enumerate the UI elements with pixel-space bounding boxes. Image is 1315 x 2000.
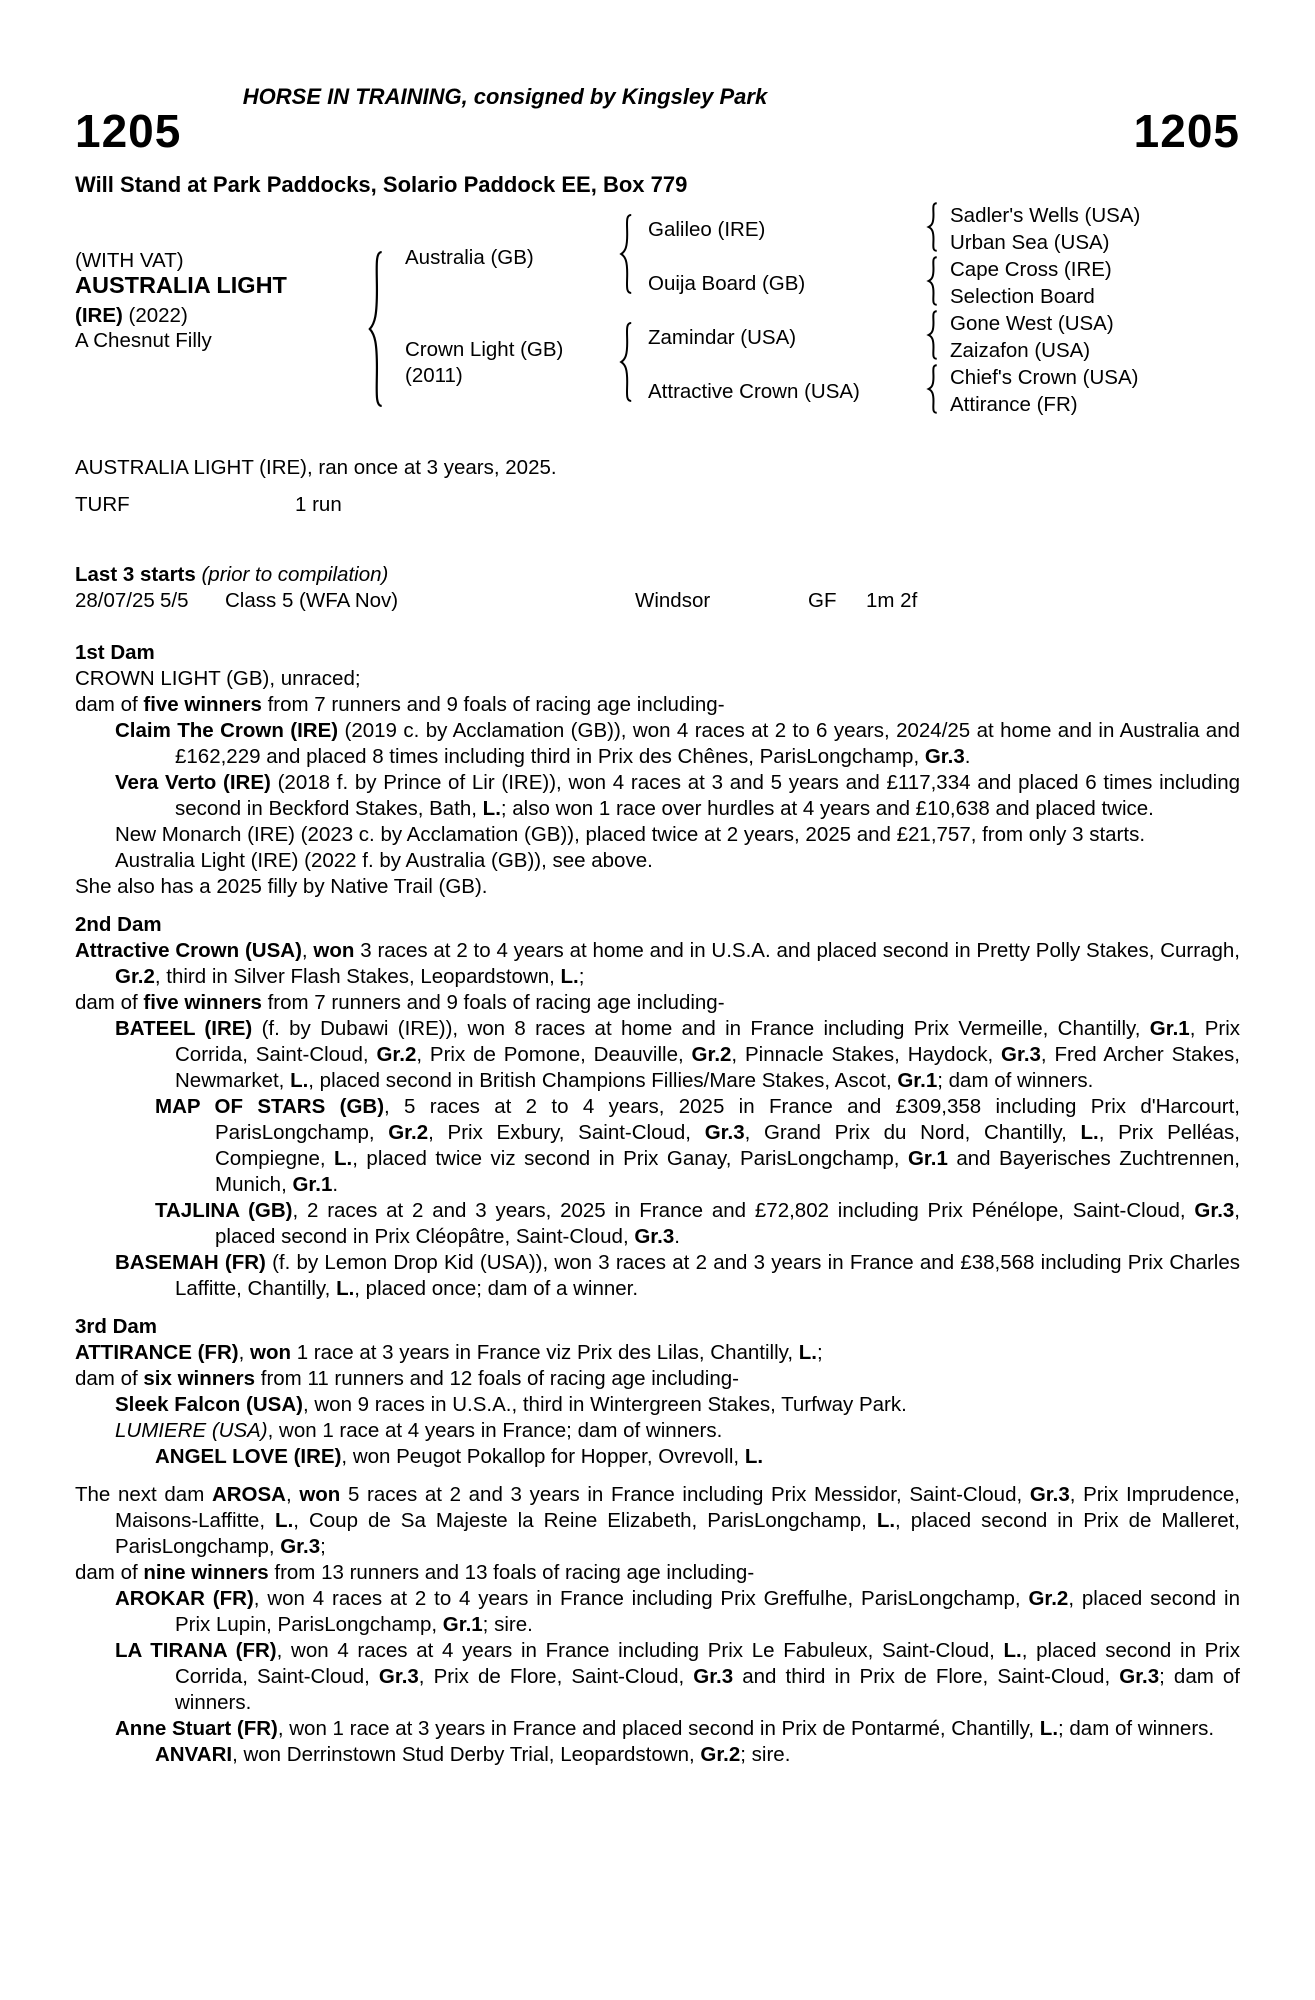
vat-note: (WITH VAT) [75,249,184,272]
dam-year: (2011) [405,364,463,387]
catalog-paragraph: She also has a 2025 filly by Native Trail (GB). [75,875,488,898]
runs-count: 1 run [295,493,342,516]
dam-heading: 3rd Dam [75,1315,158,1338]
catalog-paragraph: CROWN LIGHT (GB), unraced; [75,667,361,690]
consignor-line: HORSE IN TRAINING, consigned by Kingsley Park [242,84,768,109]
lot-number-left: 1205 [75,105,182,157]
pedigree-gen3-entry: Attractive Crown (USA) [648,380,860,403]
catalog-paragraph: AROKAR (FR), won 4 races at 2 to 4 years in France including Prix Greffulhe, ParisLongchamp, Gr.2, placed second in Prix Lupin, ParisLongchamp, Gr.1; sire. [115,1587,1240,1636]
catalog-paragraph: MAP OF STARS (GB), 5 races at 2 to 4 years, 2025 in France and £309,358 including Prix d'Harcourt, ParisLongchamp, Gr.2, Prix Exbury, Saint-Cloud, Gr.3, Grand Prix du Nord, Chantilly, L., Prix Pelléas, Compiegne, L., placed twice viz second in Prix Ganay, ParisLongchamp, Gr.1 and Bayerisches Zuchtrennen, Munich, Gr.1. [155,1095,1241,1196]
pedigree-gen4-entry: Zaizafon (USA) [950,339,1091,362]
catalog-paragraph: BATEEL (IRE) (f. by Dubawi (IRE)), won 8 races at home and in France including Prix Vermeille, Chantilly, Gr.1, Prix Corrida, Saint-Cloud, Gr.2, Prix de Pomone, Deauville, Gr.2, Pinnacle Stakes, Haydock, Gr.3, Fred Archer Stakes, Newmarket, L., placed second in British Champions Fillies/Mare Stakes, Ascot, Gr.1; dam of winners. [115,1017,1241,1092]
catalog-paragraph: LUMIERE (USA), won 1 race at 4 years in France; dam of winners. [115,1419,723,1442]
catalog-paragraph: Attractive Crown (USA), won 3 races at 2 to 4 years at home and in U.S.A. and placed second in Pretty Polly Stakes, Curragh, Gr.2, third in Silver Flash Stakes, Leopardstown, L.; [75,939,1240,988]
pedigree-brace-main [366,248,385,410]
pedigree-gen4-entry: Selection Board [950,285,1095,308]
catalog-paragraph: Claim The Crown (IRE) (2019 c. by Acclamation (GB)), won 4 races at 2 to 6 years, 2024/25 at home and in Australia and £162,229 and placed 8 times including third in Prix des Chênes, ParisLongchamp, Gr.3. [115,719,1240,768]
surface-label: TURF [75,493,130,516]
catalog-paragraph: dam of nine winners from 13 runners and 13 foals of racing age including- [75,1561,755,1584]
catalog-paragraph: Australia Light (IRE) (2022 f. by Australia (GB)), see above. [115,849,653,872]
pedigree-gen3-entry: Ouija Board (GB) [648,272,806,295]
catalog-paragraph: dam of five winners from 7 runners and 9 foals of racing age including- [75,693,725,716]
start-race-class: Class 5 (WFA Nov) [225,589,399,612]
catalog-paragraph: Anne Stuart (FR), won 1 race at 3 years in France and placed second in Prix de Pontarmé, Chantilly, L.; dam of winners. [115,1717,1215,1740]
dam-heading: 1st Dam [75,641,155,664]
start-going: GF [808,589,837,612]
pedigree-gen4-entry: Attirance (FR) [950,393,1078,416]
pedigree-gen4-entry: Cape Cross (IRE) [950,258,1112,281]
pedigree-gen4-entry: Urban Sea (USA) [950,231,1110,254]
catalog-paragraph: ANGEL LOVE (IRE), won Peugot Pokallop for Hopper, Ovrevoll, L. [155,1445,764,1468]
dam-sections [75,640,1240,1768]
start-course: Windsor [635,589,711,612]
catalog-paragraph: The next dam AROSA, won 5 races at 2 and 3 years in France including Prix Messidor, Saint-Cloud, Gr.3, Prix Imprudence, Maisons-Laffitte, L., Coup de Sa Majeste la Reine Elizabeth, ParisLongchamp, L., placed second in Prix de Malleret, ParisLongchamp, Gr.3; [75,1483,1240,1558]
pedigree-brace-gen4-3 [926,310,939,360]
lot-number-right: 1205 [1133,105,1240,157]
race-summary: AUSTRALIA LIGHT (IRE), ran once at 3 years, 2025. [75,456,557,479]
pedigree-brace-sire [618,213,634,295]
dam-section [75,1314,1240,1470]
pedigree [0,0,1315,445]
dam-section [75,1482,1240,1768]
dam-heading: 2nd Dam [75,913,162,936]
catalog-paragraph: dam of six winners from 11 runners and 12 foals of racing age including- [75,1367,739,1390]
horse-suffix-year [75,303,188,329]
pedigree-gen3-entry: Zamindar (USA) [648,326,797,349]
dam-section [75,912,1240,1302]
start-position: 5/5 [160,589,189,612]
catalog-paragraph: BASEMAH (FR) (f. by Lemon Drop Kid (USA)), won 3 races at 2 and 3 years in France and £38,568 including Prix Charles Laffitte, Chantilly, L., placed once; dam of a winner. [115,1251,1240,1300]
catalog-paragraph: dam of five winners from 7 runners and 9 foals of racing age including- [75,991,725,1014]
catalog-paragraph: Sleek Falcon (USA), won 9 races in U.S.A., third in Wintergreen Stakes, Turfway Park. [115,1393,907,1416]
pedigree-sire: Australia (GB) [405,246,534,269]
catalog-paragraph: Vera Verto (IRE) (2018 f. by Prince of Lir (IRE)), won 4 races at 3 and 5 years and £117,334 and placed 6 times including second in Beckford Stakes, Bath, L.; also won 1 race over hurdles at 4 years and £10,638 and placed twice. [115,771,1241,820]
catalog-paragraph: TAJLINA (GB), 2 races at 2 and 3 years, 2025 in France and £72,802 including Prix Pénélope, Saint-Cloud, Gr.3, placed second in Prix Cléopâtre, Saint-Cloud, Gr.3. [155,1199,1240,1248]
race-start-row [75,588,1240,614]
catalog-paragraph: New Monarch (IRE) (2023 c. by Acclamation (GB)), placed twice at 2 years, 2025 and £21,757, from only 3 starts. [115,823,1146,846]
pedigree-brace-dam [618,321,634,403]
catalog-paragraph: ATTIRANCE (FR), won 1 race at 3 years in France viz Prix des Lilas, Chantilly, L.; [75,1341,823,1364]
start-date: 28/07/25 [75,589,155,612]
pedigree-brace-gen4-4 [926,364,939,414]
catalog-paragraph: LA TIRANA (FR), won 4 races at 4 years in France including Prix Le Fabuleux, Saint-Cloud, L., placed second in Prix Corrida, Saint-Cloud, Gr.3, Prix de Flore, Saint-Cloud, Gr.3 and third in Prix de Flore, Saint-Cloud, Gr.3; dam of winners. [115,1639,1240,1714]
pedigree-gen3-entry: Galileo (IRE) [648,218,766,241]
horse-name: AUSTRALIA LIGHT [75,272,287,298]
catalog-paragraph: ANVARI, won Derrinstown Stud Derby Trial, Leopardstown, Gr.2; sire. [155,1743,791,1766]
pedigree-brace-gen4-1 [926,202,939,252]
pedigree-gen4-entry: Sadler's Wells (USA) [950,204,1141,227]
horse-year: (2022) [122,304,188,327]
pedigree-brace-gen4-2 [926,256,939,306]
pedigree-gen4-entry: Chief's Crown (USA) [950,366,1139,389]
last-starts-label: Last 3 starts [75,563,196,586]
dam-section [75,640,1240,900]
last-starts-note: (prior to compilation) [195,563,389,586]
start-distance: 1m 2f [866,589,918,612]
pedigree-dam [405,337,563,389]
horse-suffix: (IRE) [75,304,123,327]
stand-location-line: Will Stand at Park Paddocks, Solario Paddock EE, Box 779 [75,172,688,197]
catalogue-body [75,455,1240,1768]
last-starts-heading [75,562,1240,588]
pedigree-gen4-entry: Gone West (USA) [950,312,1114,335]
surface-row [75,492,1240,518]
dam-name: Crown Light (GB) [405,338,564,361]
horse-description: A Chesnut Filly [75,329,212,352]
